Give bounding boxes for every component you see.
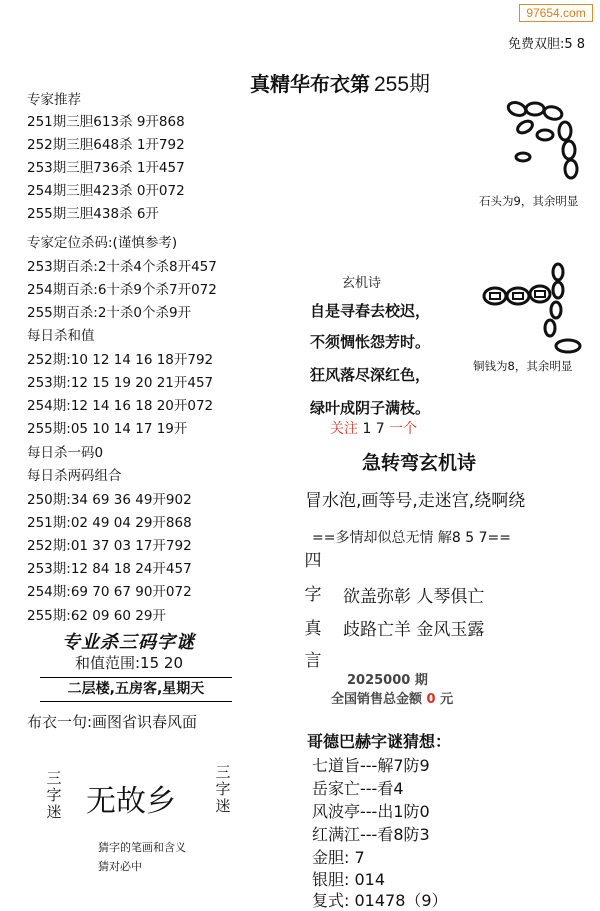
sum-line: 254期:12 14 16 18 20开072	[27, 398, 214, 414]
vertical-label-right: 三字迷	[215, 763, 231, 815]
hint-line: 猜对必中	[98, 860, 142, 873]
stone-caption: 石头为9，其余明显	[479, 194, 579, 208]
goldbach-line: 七道旨---解7防9	[312, 756, 430, 775]
sales-total	[331, 688, 453, 707]
expert-line: 254期三胆423杀 0开072	[27, 183, 185, 199]
two-code-title: 每日杀两码组合	[27, 468, 122, 484]
four-word-phrase: 欲盖弥彰 人琴俱亡	[343, 587, 485, 607]
goldbach-line: 红满江---看8防3	[312, 825, 430, 844]
follow-one: 一个	[389, 421, 418, 437]
poem-line: 狂风落尽深红色，	[310, 366, 431, 384]
four-word-phrase: 歧路亡羊 金风玉露	[343, 620, 485, 640]
period-number: 2025000 期	[347, 673, 428, 688]
sum-line: 253期:12 15 19 20 21开457	[27, 375, 214, 391]
position-title: 专家定位杀码:(谨慎参考)	[27, 235, 178, 251]
title-text: 真精华布衣第	[250, 72, 370, 96]
two-code-line: 250期:34 69 36 49开902	[27, 492, 192, 508]
riddle-clue-line: 冒水泡,画等号,走迷宫,绕啊绕	[305, 491, 526, 511]
goldbach-line: 风波亭---出1防0	[312, 802, 430, 821]
follow-line	[330, 418, 417, 438]
poem-solution-line: ==多情却似总无情 解8 5 7==	[312, 530, 511, 546]
gold-dan: 金胆: 7	[312, 848, 365, 867]
four-word-char: 四	[304, 551, 322, 571]
expert-line: 253期三胆736杀 1开457	[27, 160, 185, 176]
sales-label: 全国销售总金额	[331, 692, 423, 707]
expert-line: 251期三胆613杀 9开868	[27, 114, 185, 130]
page-title	[250, 68, 430, 98]
sum-title: 每日杀和值	[27, 328, 95, 344]
site-watermark: 97654.com	[519, 4, 593, 22]
compound-set: 复式: 01478（9）	[312, 891, 448, 910]
riddle-heading: 专业杀三码字谜	[62, 632, 195, 653]
coin-caption: 铜钱为8，其余明显	[473, 359, 573, 373]
sales-unit: 元	[440, 692, 454, 707]
four-word-char: 真	[304, 619, 322, 639]
poem-line: 自是寻春去校迟，	[310, 302, 431, 320]
goldbach-line: 岳家亡---看4	[312, 779, 404, 798]
sum-line: 252期:10 12 14 16 18开792	[27, 352, 214, 368]
vertical-label-left: 三字迷	[46, 769, 62, 821]
two-code-line: 253期:12 84 18 24开457	[27, 561, 192, 577]
one-code-line: 每日杀一码0	[27, 445, 104, 461]
two-code-line: 252期:01 37 03 17开792	[27, 538, 192, 554]
sum-range: 和值范围:15 20	[75, 654, 183, 672]
sum-line: 255期:05 10 14 17 19开	[27, 421, 188, 437]
riddle-box: 二层楼,五房客,星期天	[40, 677, 232, 702]
poem-line: 不须惆怅怨芳时。	[310, 333, 431, 351]
position-line: 255期百杀:2十杀0个杀9开	[27, 305, 192, 321]
expert-line: 252期三胆648杀 1开792	[27, 137, 185, 153]
buyi-sentence: 布衣一句:画图省识春风面	[27, 713, 198, 731]
riddle-poem-title: 急转弯玄机诗	[362, 452, 477, 474]
sales-amount: 0	[426, 692, 436, 707]
riddle-word: 无故乡	[86, 784, 176, 819]
position-line: 254期百杀:6十杀9个杀7开072	[27, 282, 217, 298]
title-period: 255期	[374, 73, 431, 96]
free-double-label: 免费双胆:5 8	[508, 37, 586, 52]
position-line: 253期百杀:2十杀4个杀8开457	[27, 259, 217, 275]
four-word-char: 字	[304, 585, 322, 605]
two-code-line: 251期:02 49 04 29开868	[27, 515, 192, 531]
two-code-line: 255期:62 09 60 29开	[27, 608, 166, 624]
expert-title: 专家推荐	[27, 92, 81, 108]
xuanji-label: 玄机诗	[342, 276, 382, 291]
follow-label: 关注	[330, 421, 358, 437]
four-word-char: 言	[304, 651, 322, 671]
silver-dan: 银胆: 014	[312, 870, 386, 889]
goldbach-title: 哥德巴赫字谜猜想：	[307, 732, 452, 751]
hint-line: 猜字的笔画和含义	[98, 841, 186, 854]
follow-numbers: 1 7	[362, 421, 385, 437]
stone-chain-icon	[495, 95, 590, 190]
poem-line: 绿叶成阴子满枝。	[310, 399, 431, 417]
two-code-line: 254期:69 70 67 90开072	[27, 584, 192, 600]
coin-chain-icon	[480, 258, 590, 358]
expert-line: 255期三胆438杀 6开	[27, 206, 159, 222]
